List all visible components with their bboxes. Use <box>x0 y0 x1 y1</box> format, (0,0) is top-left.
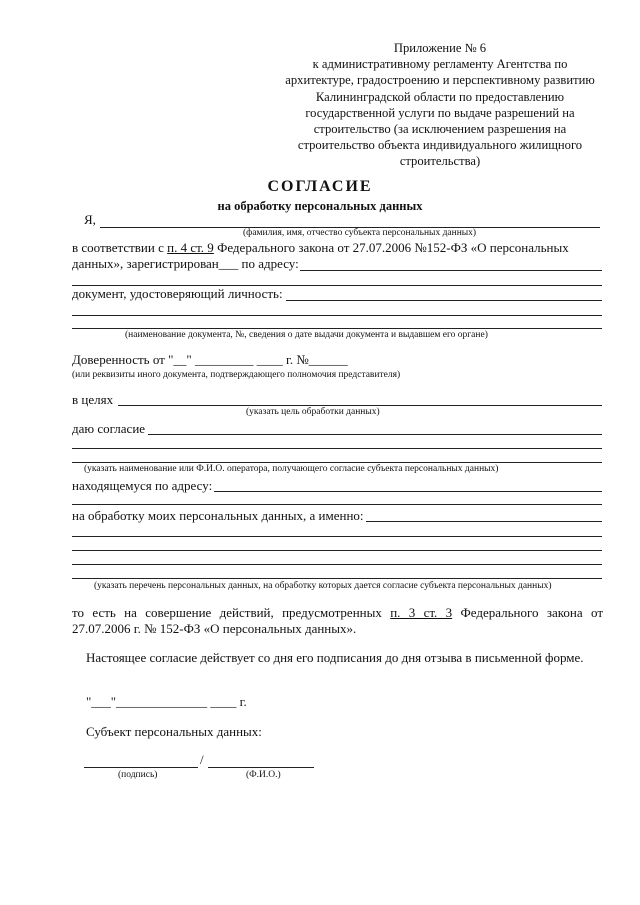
appendix-line: Калининградской области по предоставлению <box>315 89 565 104</box>
appendix-line: строительство объекта индивидуального жилищного <box>297 138 583 153</box>
date-line[interactable]: "___"______________ ____ г. <box>86 694 247 709</box>
actions-text-1: то есть на совершение действий, предусмотренных <box>72 605 391 620</box>
accordance-line <box>72 240 603 256</box>
list-hint: (указать перечень персональных данных, на обработку которых дается согласие субъекта персональных данных) <box>94 581 552 591</box>
processing-label: на обработку моих персональных данных, а именно: <box>72 508 364 523</box>
address-field-line[interactable] <box>300 270 602 271</box>
operator-field-line[interactable] <box>148 434 602 435</box>
fio-hint: (фамилия, имя, отчество субъекта персональных данных) <box>243 228 477 238</box>
actions-text-2: Федерального закона от 27.07.2006 г. № 152-ФЗ «О персональных данных». <box>72 605 604 636</box>
processing-field-line-4[interactable] <box>72 564 602 565</box>
signature-separator: / <box>200 752 204 767</box>
subject-fio-hint: (Ф.И.О.) <box>246 770 281 780</box>
purpose-hint: (указать цель обработки данных) <box>246 407 380 417</box>
signature-hint: (подпись) <box>118 770 158 780</box>
processing-field-line[interactable] <box>366 521 602 522</box>
proxy-hint: (или реквизиты иного документа, подтверждающего полномочия представителя) <box>72 370 401 380</box>
signature-line[interactable] <box>84 767 198 768</box>
appendix-line: к административному регламенту Агентства по <box>312 57 568 72</box>
document-subtitle: на обработку персональных данных <box>217 199 423 213</box>
law-article-link-2[interactable]: п. 3 ст. 3 <box>390 605 453 620</box>
operator-field-line-3[interactable] <box>72 462 602 463</box>
document-label: документ, удостоверяющий личность: <box>72 286 283 301</box>
registered-label: данных», зарегистрирован___ по адресу: <box>72 256 299 271</box>
document-title: СОГЛАСИЕ <box>267 178 373 195</box>
appendix-line: архитектуре, градостроению и перспективному развитию <box>285 73 595 88</box>
operator-field-line-2[interactable] <box>72 448 602 449</box>
located-field-line[interactable] <box>214 491 602 492</box>
operator-hint: (указать наименование или Ф.И.О. оператора, получающего согласие субъекта персональных данных) <box>84 464 499 474</box>
processing-field-line-3[interactable] <box>72 550 602 551</box>
located-label: находящемуся по адресу: <box>72 478 213 493</box>
appendix-line: строительства) <box>399 154 481 169</box>
subject-fio-line[interactable] <box>208 767 314 768</box>
document-field-line[interactable] <box>286 300 602 301</box>
appendix-line: Приложение № 6 <box>393 41 487 55</box>
ya-label: Я, <box>84 212 96 227</box>
processing-field-line-2[interactable] <box>72 536 602 537</box>
document-field-line-2[interactable] <box>72 315 602 316</box>
validity-paragraph: Настоящее согласие действует со дня его подписания до дня отзыва в письменной форме. <box>86 650 584 665</box>
appendix-line: государственной услуги по выдаче разрешений на <box>305 105 575 120</box>
document-hint: (наименование документа, №, сведения о дате выдачи документа и выдавшем его органе) <box>125 330 488 340</box>
document-field-line-3[interactable] <box>72 328 602 329</box>
appendix-line: строительство (за исключением разрешения на <box>313 122 567 137</box>
actions-paragraph <box>72 605 603 637</box>
purpose-field-line[interactable] <box>118 405 602 406</box>
law-article-link[interactable]: п. 4 ст. 9 <box>167 240 214 255</box>
subject-label: Субъект персональных данных: <box>86 724 262 739</box>
accordance-text-1: в соответствии с <box>72 240 168 255</box>
accordance-text-2: Федерального закона от 27.07.2006 №152-ФЗ «О персональных <box>213 240 569 255</box>
located-field-line-2[interactable] <box>72 504 602 505</box>
consent-label: даю согласие <box>72 421 146 436</box>
proxy-line[interactable]: Доверенность от "__" _________ ____ г. №______ <box>72 352 348 367</box>
processing-field-line-5[interactable] <box>72 578 602 579</box>
appendix-header <box>282 40 598 170</box>
purpose-label: в целях <box>72 392 114 407</box>
